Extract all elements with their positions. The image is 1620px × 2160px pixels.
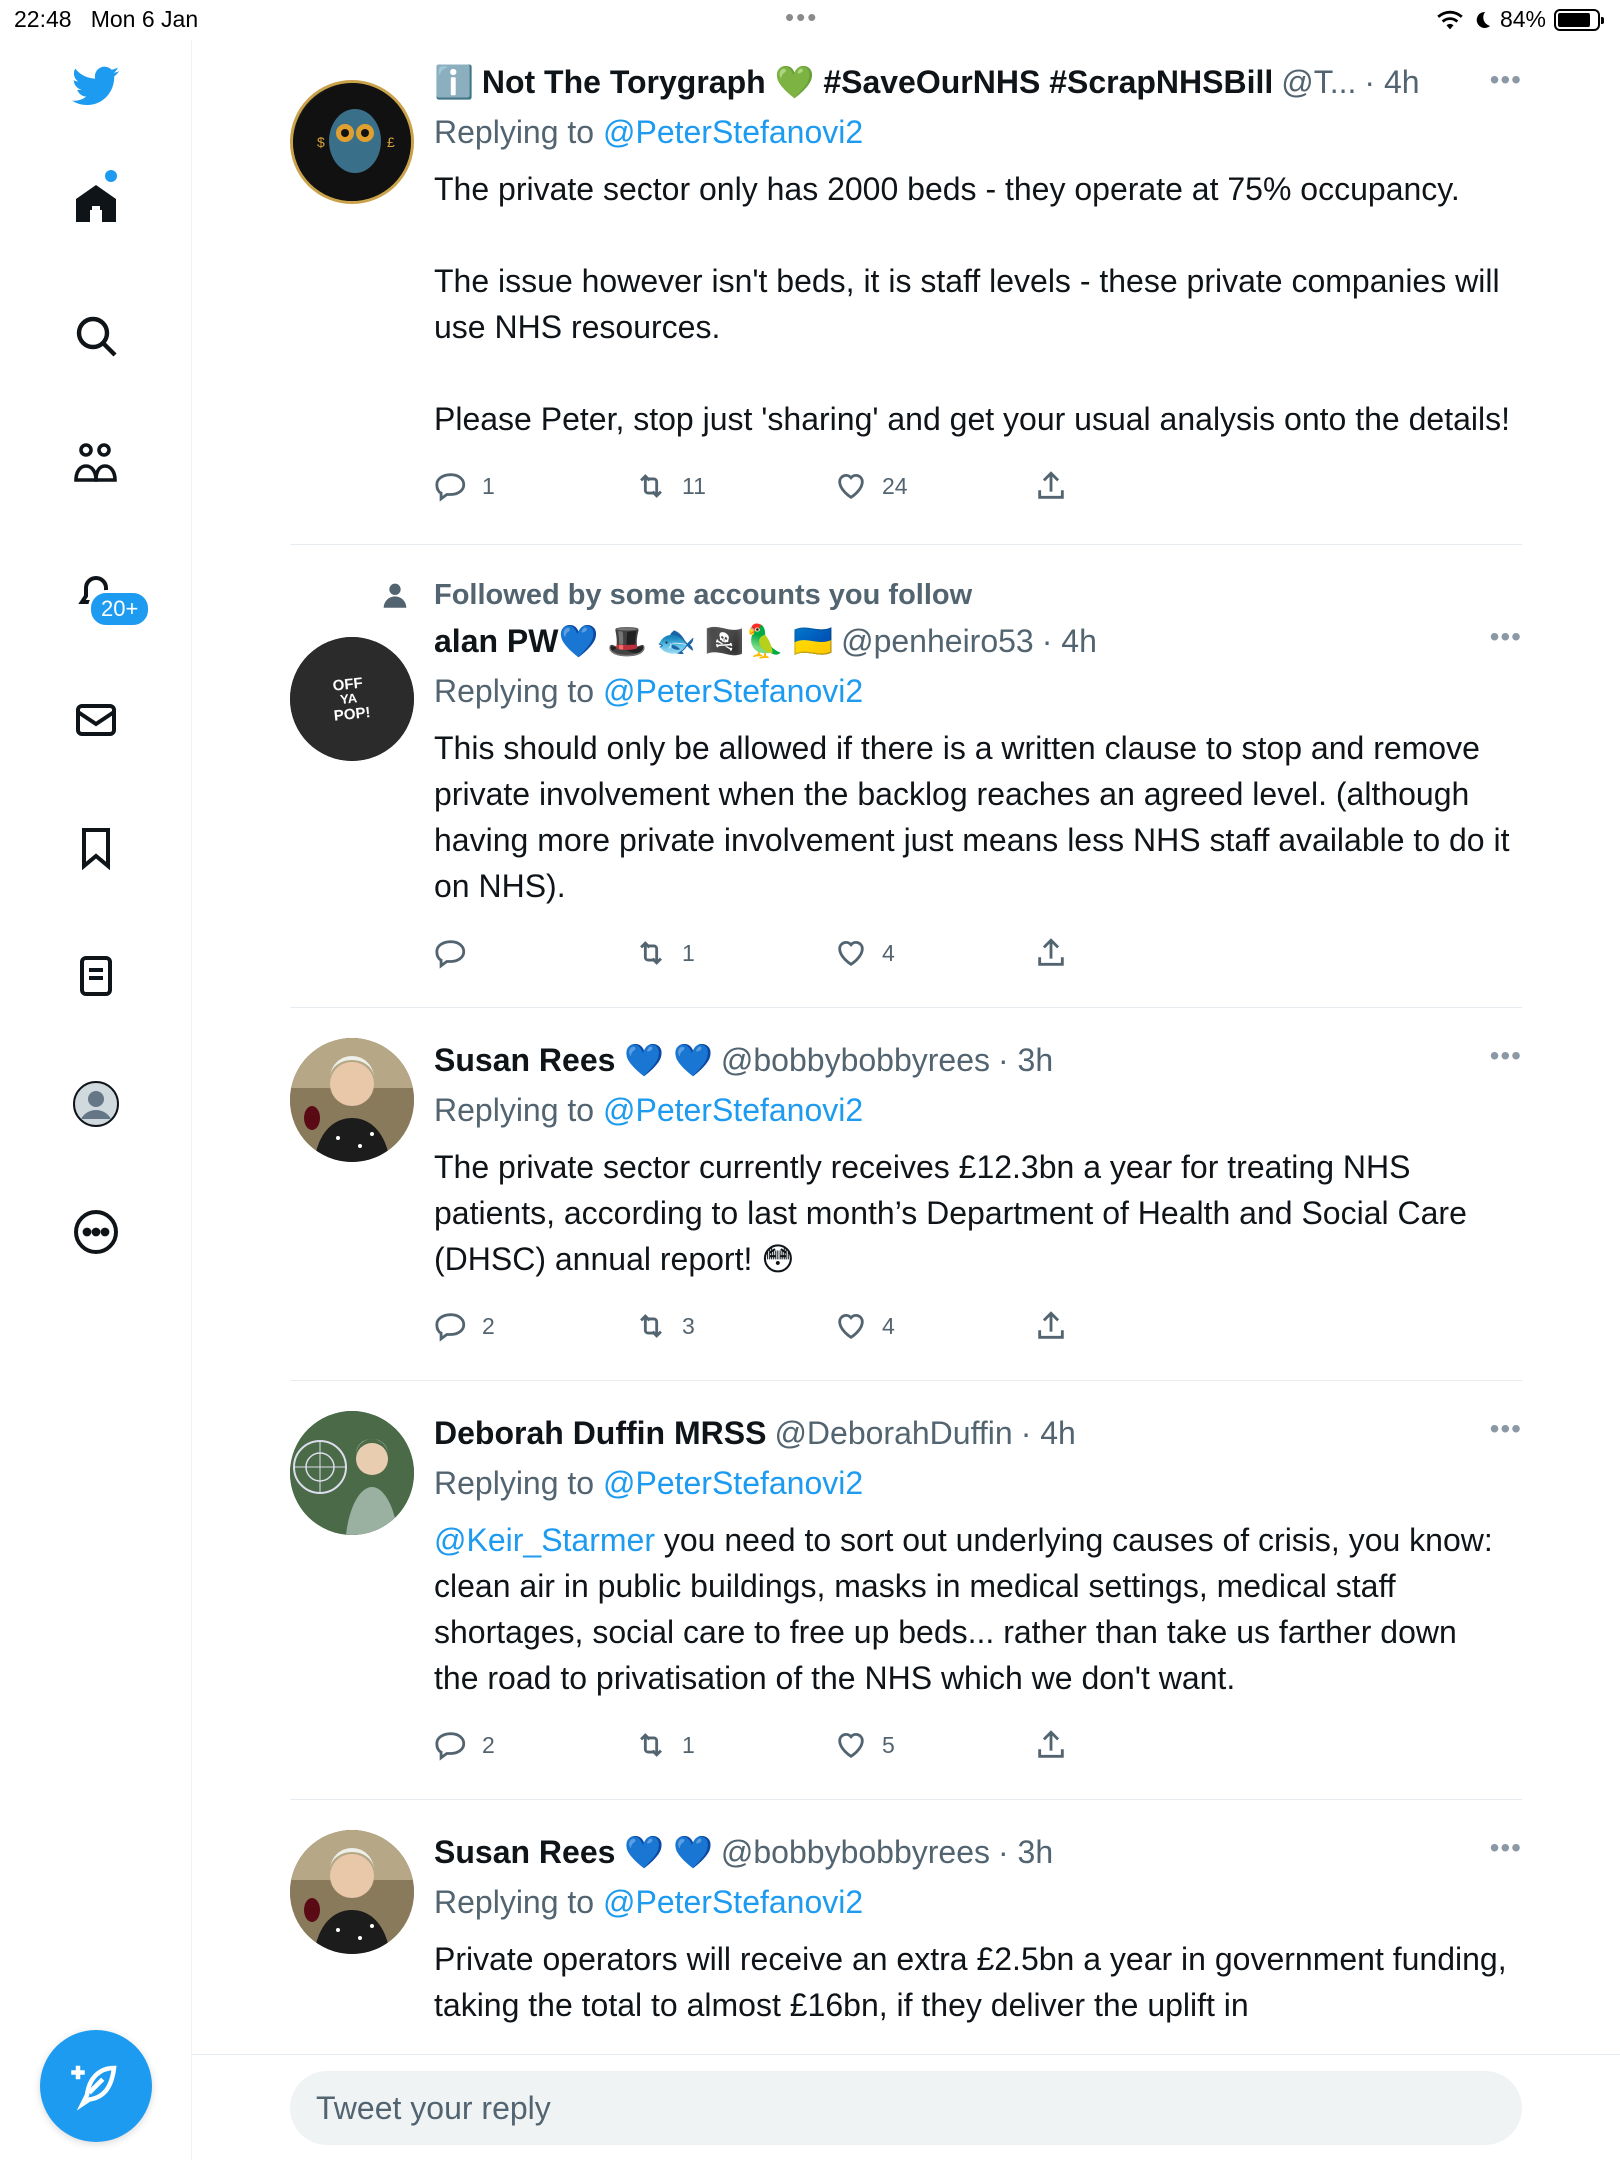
home-icon[interactable] <box>60 168 132 240</box>
heart-icon <box>834 469 868 503</box>
share-icon <box>1034 1728 1068 1762</box>
svg-text:POP!: POP! <box>333 703 372 725</box>
tweet[interactable] <box>290 1800 1522 2028</box>
retweet-icon <box>634 936 668 970</box>
svg-text:OFF: OFF <box>331 674 364 695</box>
compose-tweet-button[interactable] <box>40 2030 152 2142</box>
tweet-header <box>434 58 1510 106</box>
svg-text:£: £ <box>387 134 395 150</box>
avatar[interactable] <box>290 1411 414 1535</box>
reply-icon <box>434 936 468 970</box>
tweet-actions <box>434 1302 1510 1350</box>
more-options-icon[interactable]: ••• <box>1489 1040 1522 1071</box>
avatar[interactable] <box>290 637 414 761</box>
replying-to: Replying to @PeterStefanovi2 <box>434 1092 864 1128</box>
retweet-button[interactable]: 1 <box>634 936 834 970</box>
svg-text:YA: YA <box>339 690 358 707</box>
tweet-text: @Keir_Starmer you need to sort out underlying causes of crisis, you know: clean air in public buildings, masks in medical settings, medical staff shortages, social care to free up beds... rather than take us farther down the road to privatisation of the NHS which we don't want. <box>434 1522 1502 1696</box>
battery-icon <box>1554 9 1600 31</box>
reply-icon <box>434 1309 468 1343</box>
tweet-text: The private sector currently receives £12.3bn a year for treating NHS patients, according to last month’s Department of Health and Social Care (DHSC) annual report! 😳 <box>434 1149 1476 1277</box>
more-options-icon[interactable]: ••• <box>1489 621 1522 652</box>
notifications-badge: 20+ <box>88 590 151 628</box>
status-time: 22:48 Mon 6 Jan <box>14 6 199 32</box>
tweet-header <box>434 1828 1510 1876</box>
more-options-icon[interactable]: ••• <box>1489 1413 1522 1444</box>
tweet-time[interactable]: · 3h <box>998 1041 1054 1078</box>
replying-to: Replying to @PeterStefanovi2 <box>434 673 864 709</box>
reply-button[interactable] <box>434 936 634 970</box>
avatar[interactable] <box>290 1038 414 1162</box>
share-button[interactable] <box>1034 936 1234 970</box>
more-icon[interactable] <box>60 1196 132 1268</box>
tweet-actions <box>434 929 1510 977</box>
tweet-header <box>434 1409 1510 1457</box>
user-handle[interactable]: @bobbybobbyrees <box>720 1833 990 1870</box>
lists-icon[interactable] <box>60 940 132 1012</box>
tweet-text: The private sector only has 2000 beds - they operate at 75% occupancy. The issue however isn't beds, it is staff levels - these private companies will use NHS resources. Please Peter, stop just 'sharing' and get your usual analysis onto the details! <box>434 171 1510 437</box>
reply-button[interactable]: 2 <box>434 1728 634 1762</box>
sidebar <box>0 40 192 2160</box>
status-bar <box>0 0 1620 40</box>
retweet-button[interactable]: 3 <box>634 1309 834 1343</box>
reply-timeline <box>290 40 1522 2028</box>
tweet-time[interactable]: · 4h <box>1364 63 1420 100</box>
twitter-logo-icon[interactable] <box>60 50 132 122</box>
retweet-button[interactable]: 11 <box>634 469 834 503</box>
heart-icon <box>834 1728 868 1762</box>
retweet-button[interactable]: 1 <box>634 1728 834 1762</box>
user-handle[interactable]: @bobbybobbyrees <box>720 1041 990 1078</box>
reply-input[interactable] <box>290 2071 1522 2145</box>
display-name[interactable]: Susan Rees 💙 💙 <box>434 1042 713 1078</box>
messages-icon[interactable] <box>60 684 132 756</box>
user-handle[interactable]: @penheiro53 <box>841 622 1034 659</box>
replying-to-link[interactable]: @PeterStefanovi2 <box>602 114 864 150</box>
search-icon[interactable] <box>60 300 132 372</box>
tweet-time[interactable]: · 4h <box>1020 1414 1076 1451</box>
communities-icon[interactable] <box>60 428 132 500</box>
mention-link[interactable]: @Keir_Starmer <box>434 1522 655 1558</box>
svg-text:$: $ <box>317 134 325 150</box>
wifi-icon <box>1436 9 1464 31</box>
moon-icon <box>1472 9 1492 31</box>
social-context: Followed by some accounts you follow <box>434 573 1522 617</box>
share-icon <box>1034 1309 1068 1343</box>
more-options-icon[interactable]: ••• <box>1489 1832 1522 1863</box>
tweet-text: This should only be allowed if there is a written clause to stop and remove private involvement when the backlog reaches an agreed level. (although having more private involvement just means less NHS staff available to do it on NHS). <box>434 730 1519 904</box>
status-indicators <box>1436 6 1600 33</box>
heart-icon <box>834 1309 868 1343</box>
avatar[interactable] <box>290 80 414 204</box>
retweet-icon <box>634 1728 668 1762</box>
replying-to: Replying to @PeterStefanovi2 <box>434 1465 864 1501</box>
reply-icon <box>434 1728 468 1762</box>
replying-to-link[interactable]: @PeterStefanovi2 <box>602 1884 864 1920</box>
replying-to-link[interactable]: @PeterStefanovi2 <box>602 1092 864 1128</box>
display-name[interactable]: Deborah Duffin MRSS <box>434 1414 767 1451</box>
tweet-actions <box>434 462 1510 510</box>
tweet[interactable] <box>290 1381 1522 1800</box>
share-icon <box>1034 469 1068 503</box>
tweet[interactable] <box>290 40 1522 545</box>
retweet-icon <box>634 469 668 503</box>
heart-icon <box>834 936 868 970</box>
share-button[interactable] <box>1034 1728 1234 1762</box>
replying-to: Replying to @PeterStefanovi2 <box>434 1884 864 1920</box>
tweet[interactable] <box>290 545 1522 1008</box>
share-button[interactable] <box>1034 469 1234 503</box>
tweet-header <box>434 1036 1510 1084</box>
replying-to-link[interactable]: @PeterStefanovi2 <box>602 673 864 709</box>
profile-avatar-icon[interactable] <box>60 1068 132 1140</box>
like-button[interactable]: 24 <box>834 469 1034 503</box>
compose-feather-icon <box>69 2059 123 2113</box>
display-name[interactable]: alan PW💙 🎩 🐟 🏴‍☠️🦜 🇺🇦 <box>434 623 834 659</box>
display-name[interactable]: Susan Rees 💙 💙 <box>434 1834 713 1870</box>
tweet-header <box>434 617 1510 665</box>
tweet-actions <box>434 1721 1510 1769</box>
tweet-time[interactable]: · 4h <box>1041 622 1097 659</box>
person-icon <box>378 578 412 612</box>
reply-button[interactable]: 2 <box>434 1309 634 1343</box>
share-button[interactable] <box>1034 1309 1234 1343</box>
replying-to-link[interactable]: @PeterStefanovi2 <box>602 1465 864 1501</box>
bookmarks-icon[interactable] <box>60 812 132 884</box>
like-button[interactable]: 4 <box>834 936 1034 970</box>
user-handle[interactable]: @DeborahDuffin <box>774 1414 1013 1451</box>
reply-icon <box>434 469 468 503</box>
info-emoji: ℹ️ <box>434 64 474 100</box>
retweet-icon <box>634 1309 668 1343</box>
reply-button[interactable]: 1 <box>434 469 634 503</box>
multitasking-dots-icon[interactable]: ••• <box>785 2 819 32</box>
tweet[interactable] <box>290 1008 1522 1381</box>
battery-percent: 84% <box>1499 6 1546 32</box>
display-name[interactable]: Not The Torygraph 💚 #SaveOurNHS #ScrapNHSBill <box>481 64 1274 100</box>
tweet-time[interactable]: · 3h <box>998 1833 1054 1870</box>
replying-to: Replying to @PeterStefanovi2 <box>434 114 864 150</box>
share-icon <box>1034 936 1068 970</box>
more-options-icon[interactable]: ••• <box>1489 64 1522 95</box>
like-button[interactable]: 5 <box>834 1728 1034 1762</box>
reply-bar <box>192 2054 1620 2160</box>
avatar[interactable] <box>290 1830 414 1954</box>
home-new-dot <box>105 170 117 182</box>
tweet-text: Private operators will receive an extra £2.5bn a year in government funding, taking the total to almost £16bn, if they deliver the uplift in <box>434 1941 1516 2023</box>
like-button[interactable]: 4 <box>834 1309 1034 1343</box>
user-handle[interactable]: @T... <box>1281 63 1357 100</box>
